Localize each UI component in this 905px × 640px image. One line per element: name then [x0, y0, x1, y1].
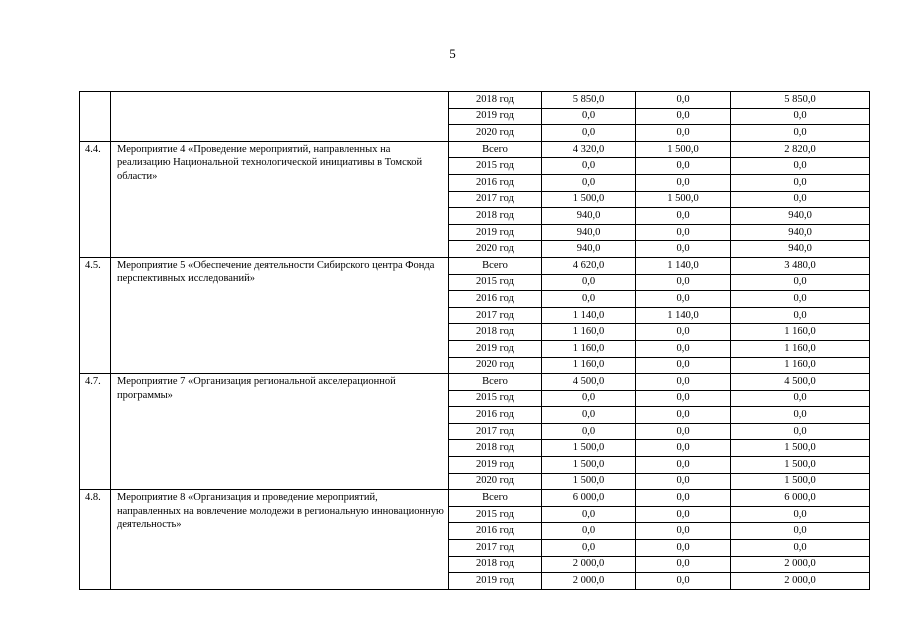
federal-amount-cell: 0,0: [636, 324, 731, 341]
regional-amount-cell: 2 820,0: [731, 141, 870, 158]
period-cell: 2019 год: [449, 457, 542, 474]
table-row: [80, 257, 870, 274]
regional-amount-cell: 1 160,0: [731, 357, 870, 374]
period-cell: 2020 год: [449, 125, 542, 142]
table-row: [80, 374, 870, 391]
federal-amount-cell: 0,0: [636, 92, 731, 109]
period-cell: 2017 год: [449, 423, 542, 440]
period-cell: 2018 год: [449, 92, 542, 109]
regional-amount-cell: 0,0: [731, 523, 870, 540]
period-cell: 2019 год: [449, 573, 542, 590]
federal-amount-cell: 0,0: [636, 241, 731, 258]
federal-amount-cell: 0,0: [636, 158, 731, 175]
regional-amount-cell: 0,0: [731, 291, 870, 308]
regional-amount-cell: 4 500,0: [731, 374, 870, 391]
total-amount-cell: 0,0: [542, 506, 636, 523]
regional-amount-cell: 0,0: [731, 191, 870, 208]
regional-amount-cell: 0,0: [731, 307, 870, 324]
federal-amount-cell: 0,0: [636, 274, 731, 291]
federal-amount-cell: 1 140,0: [636, 307, 731, 324]
total-amount-cell: 0,0: [542, 390, 636, 407]
federal-amount-cell: 0,0: [636, 506, 731, 523]
total-amount-cell: 1 500,0: [542, 457, 636, 474]
period-cell: 2015 год: [449, 158, 542, 175]
federal-amount-cell: 0,0: [636, 556, 731, 573]
federal-amount-cell: 1 500,0: [636, 141, 731, 158]
federal-amount-cell: 0,0: [636, 440, 731, 457]
financing-table: [79, 91, 870, 590]
regional-amount-cell: 1 160,0: [731, 324, 870, 341]
federal-amount-cell: 1 140,0: [636, 257, 731, 274]
federal-amount-cell: 0,0: [636, 108, 731, 125]
period-cell: 2019 год: [449, 224, 542, 241]
federal-amount-cell: 0,0: [636, 523, 731, 540]
regional-amount-cell: 0,0: [731, 108, 870, 125]
federal-amount-cell: 0,0: [636, 490, 731, 507]
total-amount-cell: 940,0: [542, 208, 636, 225]
item-number: 4.8.: [80, 490, 111, 590]
total-amount-cell: 0,0: [542, 423, 636, 440]
item-number: 4.7.: [80, 374, 111, 490]
period-cell: 2020 год: [449, 357, 542, 374]
total-amount-cell: 2 000,0: [542, 573, 636, 590]
table-row: [80, 141, 870, 158]
total-amount-cell: 1 500,0: [542, 473, 636, 490]
period-cell: 2015 год: [449, 274, 542, 291]
federal-amount-cell: 1 500,0: [636, 191, 731, 208]
federal-amount-cell: 0,0: [636, 357, 731, 374]
regional-amount-cell: 5 850,0: [731, 92, 870, 109]
regional-amount-cell: 0,0: [731, 506, 870, 523]
regional-amount-cell: 0,0: [731, 390, 870, 407]
total-amount-cell: 1 500,0: [542, 191, 636, 208]
federal-amount-cell: 0,0: [636, 125, 731, 142]
table-row: [80, 490, 870, 507]
regional-amount-cell: 1 160,0: [731, 340, 870, 357]
period-cell: Всего: [449, 141, 542, 158]
regional-amount-cell: 2 000,0: [731, 556, 870, 573]
item-name: Мероприятие 5 «Обеспечение деятельности Сибирского центра Фонда перспективных исследований»: [111, 257, 449, 373]
item-name: Мероприятие 7 «Организация региональной акселерационной программы»: [111, 374, 449, 490]
total-amount-cell: 4 500,0: [542, 374, 636, 391]
regional-amount-cell: 0,0: [731, 407, 870, 424]
total-amount-cell: 6 000,0: [542, 490, 636, 507]
regional-amount-cell: 0,0: [731, 158, 870, 175]
regional-amount-cell: 3 480,0: [731, 257, 870, 274]
table-row: [80, 92, 870, 109]
period-cell: 2016 год: [449, 523, 542, 540]
total-amount-cell: 0,0: [542, 291, 636, 308]
total-amount-cell: 1 160,0: [542, 340, 636, 357]
total-amount-cell: 4 620,0: [542, 257, 636, 274]
item-name: Мероприятие 8 «Организация и проведение мероприятий, направленных на вовлечение молодежи в региональную инновационную деятельность»: [111, 490, 449, 590]
total-amount-cell: 0,0: [542, 407, 636, 424]
total-amount-cell: 0,0: [542, 158, 636, 175]
federal-amount-cell: 0,0: [636, 340, 731, 357]
regional-amount-cell: 6 000,0: [731, 490, 870, 507]
period-cell: 2018 год: [449, 208, 542, 225]
regional-amount-cell: 0,0: [731, 174, 870, 191]
item-name: [111, 92, 449, 142]
federal-amount-cell: 0,0: [636, 208, 731, 225]
total-amount-cell: 4 320,0: [542, 141, 636, 158]
federal-amount-cell: 0,0: [636, 540, 731, 557]
period-cell: 2015 год: [449, 506, 542, 523]
federal-amount-cell: 0,0: [636, 174, 731, 191]
period-cell: Всего: [449, 257, 542, 274]
total-amount-cell: 940,0: [542, 224, 636, 241]
period-cell: 2018 год: [449, 440, 542, 457]
period-cell: 2019 год: [449, 108, 542, 125]
period-cell: 2017 год: [449, 540, 542, 557]
total-amount-cell: 2 000,0: [542, 556, 636, 573]
federal-amount-cell: 0,0: [636, 407, 731, 424]
federal-amount-cell: 0,0: [636, 457, 731, 474]
regional-amount-cell: 1 500,0: [731, 457, 870, 474]
period-cell: 2016 год: [449, 407, 542, 424]
total-amount-cell: 0,0: [542, 125, 636, 142]
federal-amount-cell: 0,0: [636, 573, 731, 590]
period-cell: 2020 год: [449, 241, 542, 258]
period-cell: 2017 год: [449, 307, 542, 324]
federal-amount-cell: 0,0: [636, 291, 731, 308]
period-cell: 2016 год: [449, 174, 542, 191]
regional-amount-cell: 0,0: [731, 125, 870, 142]
regional-amount-cell: 1 500,0: [731, 473, 870, 490]
federal-amount-cell: 0,0: [636, 224, 731, 241]
regional-amount-cell: 0,0: [731, 540, 870, 557]
total-amount-cell: 5 850,0: [542, 92, 636, 109]
total-amount-cell: 0,0: [542, 540, 636, 557]
regional-amount-cell: 0,0: [731, 423, 870, 440]
item-number: 4.4.: [80, 141, 111, 257]
period-cell: 2019 год: [449, 340, 542, 357]
regional-amount-cell: 1 500,0: [731, 440, 870, 457]
item-number: [80, 92, 111, 142]
period-cell: 2015 год: [449, 390, 542, 407]
federal-amount-cell: 0,0: [636, 473, 731, 490]
federal-amount-cell: 0,0: [636, 423, 731, 440]
total-amount-cell: 1 140,0: [542, 307, 636, 324]
regional-amount-cell: 2 000,0: [731, 573, 870, 590]
total-amount-cell: 940,0: [542, 241, 636, 258]
period-cell: 2020 год: [449, 473, 542, 490]
regional-amount-cell: 940,0: [731, 224, 870, 241]
total-amount-cell: 1 160,0: [542, 357, 636, 374]
regional-amount-cell: 0,0: [731, 274, 870, 291]
total-amount-cell: 1 500,0: [542, 440, 636, 457]
regional-amount-cell: 940,0: [731, 241, 870, 258]
page-number: 5: [449, 46, 456, 61]
regional-amount-cell: 940,0: [731, 208, 870, 225]
financing-table-body: [80, 92, 870, 590]
federal-amount-cell: 0,0: [636, 374, 731, 391]
period-cell: Всего: [449, 374, 542, 391]
period-cell: Всего: [449, 490, 542, 507]
total-amount-cell: 0,0: [542, 523, 636, 540]
period-cell: 2017 год: [449, 191, 542, 208]
federal-amount-cell: 0,0: [636, 390, 731, 407]
total-amount-cell: 0,0: [542, 274, 636, 291]
item-number: 4.5.: [80, 257, 111, 373]
period-cell: 2018 год: [449, 324, 542, 341]
period-cell: 2018 год: [449, 556, 542, 573]
item-name: Мероприятие 4 «Проведение мероприятий, направленных на реализацию Национальной технологической инициативы в Томской области»: [111, 141, 449, 257]
total-amount-cell: 1 160,0: [542, 324, 636, 341]
period-cell: 2016 год: [449, 291, 542, 308]
total-amount-cell: 0,0: [542, 174, 636, 191]
total-amount-cell: 0,0: [542, 108, 636, 125]
